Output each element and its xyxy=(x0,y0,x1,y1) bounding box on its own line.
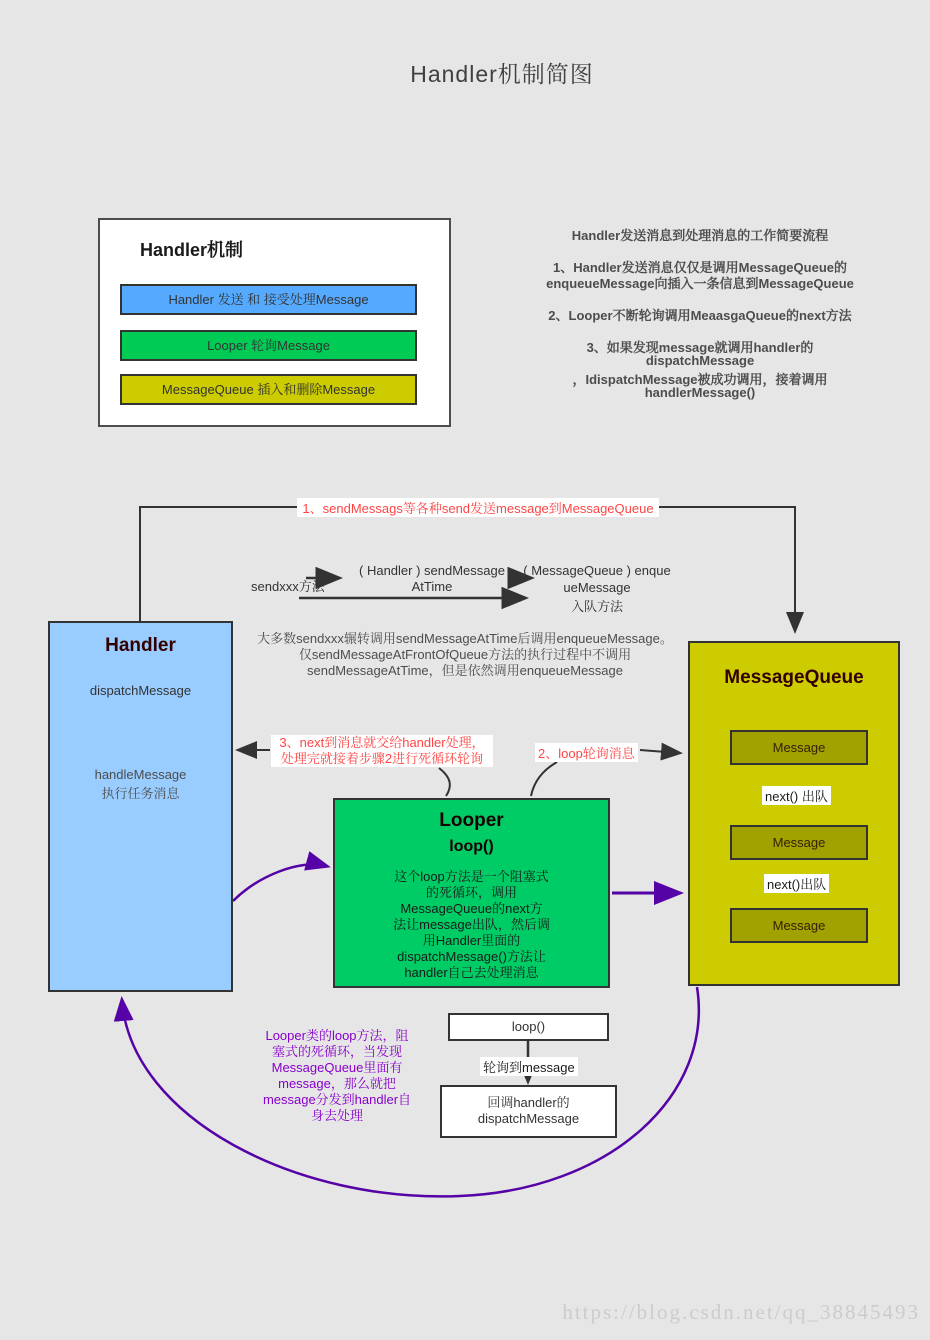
looper-note xyxy=(247,1028,427,1124)
notes-title: Handler发送消息到处理消息的工作简要流程 xyxy=(571,228,829,243)
callback-box xyxy=(440,1085,617,1138)
messagequeue-box-title: MessageQueue xyxy=(724,667,864,688)
notes-line-2: enqueueMessage向插入一条信息到MessageQueue xyxy=(546,276,854,291)
looper-note-line4: message，那么就把 xyxy=(278,1076,396,1091)
curve-looper-to-step2 xyxy=(531,762,557,796)
notes-line-5: dispatchMessage xyxy=(645,353,755,368)
message-item-1: Message xyxy=(730,730,868,765)
page-title: Handler机制简图 xyxy=(410,61,594,87)
overview-title: Handler机制 xyxy=(140,240,244,260)
watermark-url: https://blog.csdn.net/qq_38845493 xyxy=(562,1300,920,1324)
looper-note-line1: Looper类的loop方法，阻 xyxy=(265,1028,409,1043)
looper-body-line1: 这个loop方法是一个阻塞式 xyxy=(394,869,549,884)
send-note-line1: 大多数sendxxx辗转调用sendMessageAtTime后调用enqueueMessage。 xyxy=(257,631,673,646)
looper-body-line5: 用Handler里面的 xyxy=(422,933,521,948)
step3-label xyxy=(271,735,493,767)
handler-box-title: Handler xyxy=(105,635,176,656)
enqueue-line3: 入队方法 xyxy=(570,599,623,614)
step3-line2: 处理完就接着步骤2进行死循环轮询 xyxy=(280,751,484,766)
sendmessageattime-line1: ( Handler ) sendMessage xyxy=(359,563,505,578)
messagequeue-box xyxy=(688,641,900,986)
message-item-3: Message xyxy=(730,908,868,943)
enqueue-line2: ueMessage xyxy=(563,580,631,595)
send-note-line2: 仅sendMessageAtFrontOfQueue方法的执行过程中不调用 xyxy=(298,647,632,662)
looper-body-line7: handler自己去处理消息 xyxy=(404,965,539,980)
looper-body-line2: 的死循环，调用 xyxy=(425,885,517,900)
overview-bar-handler: Handler 发送 和 接受处理Message xyxy=(120,284,417,315)
looper-body-line4: 法让message出队，然后调 xyxy=(393,917,550,932)
overview-bar-messagequeue: MessageQueue 插入和删除Message xyxy=(120,374,417,405)
notes-line-1: 1、Handler发送消息仅仅是调用MessageQueue的 xyxy=(552,260,847,275)
notes-line-3: 2、Looper不断轮询调用MeaasgaQueue的next方法 xyxy=(548,308,852,323)
looper-note-line5: message分发到handler自 xyxy=(262,1092,412,1107)
handler-handle-line1: handleMessage xyxy=(94,767,187,782)
looper-note-line3: MessageQueue里面有 xyxy=(271,1060,403,1075)
callback-line1: 回调handler的 xyxy=(487,1095,570,1110)
looper-note-line6: 身去处理 xyxy=(310,1108,363,1123)
looper-body-line3: MessageQueue的next方 xyxy=(400,901,543,916)
step3-line1: 3、next到消息就交给handler处理， xyxy=(279,735,485,750)
overview-bar-looper: Looper 轮询Message xyxy=(120,330,417,361)
looper-loop-title: loop() xyxy=(449,838,494,855)
notes-line-7: handlerMessage() xyxy=(644,385,756,400)
looper-box-title: Looper xyxy=(439,810,504,831)
arrow-handler-to-looper xyxy=(233,864,326,901)
poll-message-label: 轮询到message xyxy=(480,1057,578,1076)
overview-box xyxy=(98,218,451,427)
looper-box xyxy=(333,798,610,988)
notes-line-6: ，IdispatchMessage被成功调用，接着调用 xyxy=(572,372,828,387)
arrow-step2-to-messagequeue xyxy=(640,750,679,753)
notes-line-4: 3、如果发现message就调用handler的 xyxy=(586,340,814,355)
looper-body-line6: dispatchMessage()方法让 xyxy=(397,949,546,964)
message-item-2: Message xyxy=(730,825,868,860)
send-note-line3: sendMessageAtTime，但是依然调用enqueueMessage xyxy=(307,663,623,678)
handler-box xyxy=(48,621,233,992)
sendmessageattime-line2: AtTime xyxy=(411,579,453,594)
handler-dispatch-label: dispatchMessage xyxy=(89,683,192,698)
curve-step3-from-looper xyxy=(439,768,450,796)
looper-note-line2: 塞式的死循环，当发现 xyxy=(271,1044,402,1059)
next-dequeue-label-2: next()出队 xyxy=(764,874,829,893)
handler-handle-line2: 执行任务消息 xyxy=(101,786,180,801)
enqueue-line1: ( MessageQueue ) enque xyxy=(523,563,671,578)
sendxxx-label: sendxxx方法 xyxy=(251,579,325,594)
callback-line2: dispatchMessage xyxy=(477,1111,580,1126)
step2-label: 2、loop轮询消息 xyxy=(535,743,638,762)
next-dequeue-label-1: next() 出队 xyxy=(762,786,831,805)
step1-label: 1、sendMessags等各种send发送message到MessageQueue xyxy=(297,498,659,517)
loop-box: loop() xyxy=(448,1013,609,1041)
